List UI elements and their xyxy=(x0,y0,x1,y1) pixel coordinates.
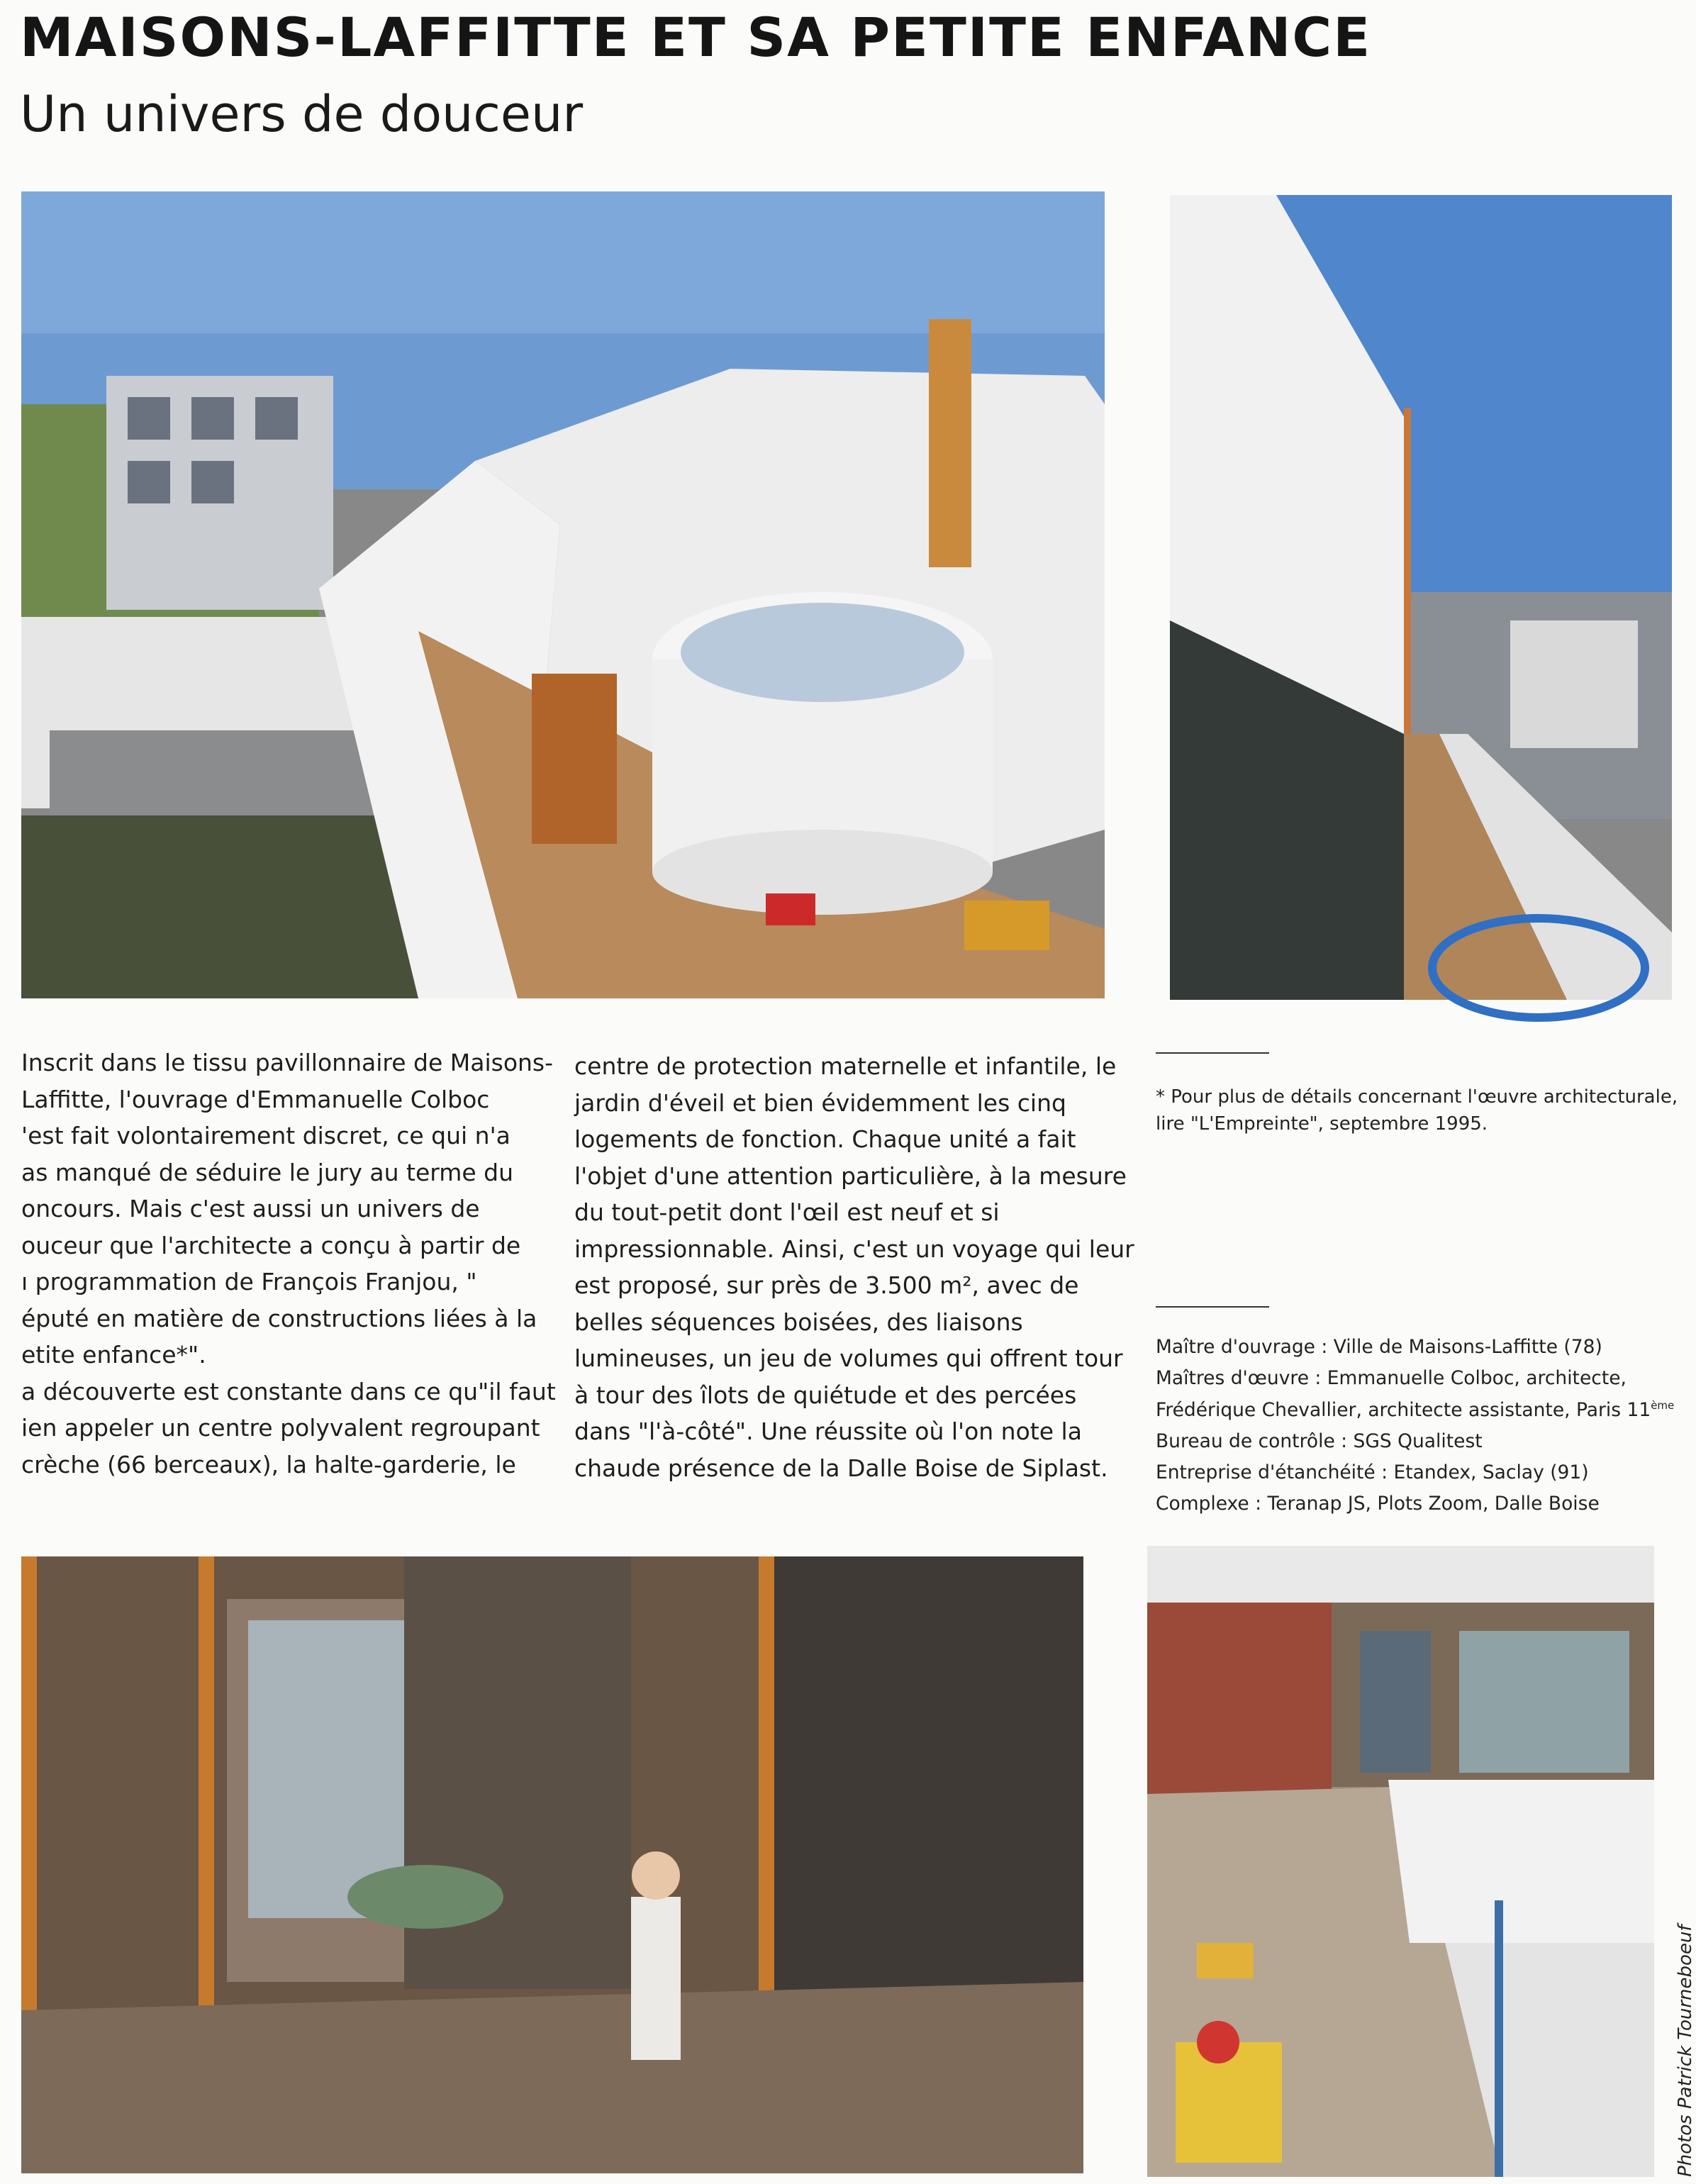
column2-line: logements de fonction. Chaque unité a fait xyxy=(574,1125,1076,1153)
photo-building-exterior xyxy=(21,191,1105,998)
project-credits xyxy=(1156,1332,1675,1520)
article-subtitle: Un univers de douceur xyxy=(20,85,584,143)
column2-line: impressionnable. Ainsi, c'est un voyage qui leur xyxy=(574,1235,1134,1263)
credits-line: Complexe : Teranap JS, Plots Zoom, Dalle Boise xyxy=(1156,1493,1600,1515)
credits-rule xyxy=(1156,1306,1269,1308)
credits-line: Entreprise d'étanchéité : Etandex, Saclay (91) xyxy=(1156,1461,1589,1484)
photo-interior-child xyxy=(21,1556,1083,2173)
photo-walkway xyxy=(1170,195,1672,1000)
column1-line: ı programmation de François Franjou, " xyxy=(21,1268,477,1296)
column1-line: ouceur que l'architecte a conçu à partir de xyxy=(21,1231,521,1259)
column2-line: du tout-petit dont l'œil est neuf et si xyxy=(574,1198,1000,1226)
footnote xyxy=(1156,1083,1678,1137)
column2-line: belles séquences boisées, des liaisons xyxy=(574,1308,1023,1336)
column1-line: 'est fait volontairement discret, ce qui n'a xyxy=(21,1122,511,1149)
credits-line: Maître d'ouvrage : Ville de Maisons-Laffitte (78) xyxy=(1156,1336,1602,1358)
photo-courtyard xyxy=(1147,1546,1654,2177)
column2-line: est proposé, sur près de 3.500 m², avec de xyxy=(574,1271,1079,1299)
column1-line: éputé en matière de constructions liées à la xyxy=(21,1304,537,1332)
footnote-line: * Pour plus de détails concernant l'œuvre architecturale, xyxy=(1156,1086,1678,1108)
credits-line: Bureau de contrôle : SGS Qualitest xyxy=(1156,1430,1483,1452)
column2-line: dans "l'à-côté". Une réussite où l'on note la xyxy=(574,1417,1082,1445)
article-column-1 xyxy=(21,1044,556,1484)
column2-line: à tour des îlots de quiétude et des percées xyxy=(574,1381,1077,1409)
column1-line: as manqué de séduire le jury au terme du xyxy=(21,1158,514,1186)
column2-line: lumineuses, un jeu de volumes qui offrent tour xyxy=(574,1344,1123,1372)
credits-line: Frédérique Chevallier, architecte assistante, Paris 11ème xyxy=(1156,1398,1675,1421)
photo-credit: Photos Patrick Tourneboeuf xyxy=(1675,1924,1696,2177)
column1-line: Inscrit dans le tissu pavillonnaire de Maisons- xyxy=(21,1049,554,1076)
column1-line: oncours. Mais c'est aussi un univers de xyxy=(21,1195,480,1222)
column2-line: jardin d'éveil et bien évidemment les cinq xyxy=(574,1088,1066,1117)
column2-line: chaude présence de la Dalle Boise de Siplast. xyxy=(574,1454,1108,1482)
footnote-rule xyxy=(1156,1052,1269,1054)
article-title: MAISONS-LAFFITTE ET SA PETITE ENFANCE xyxy=(20,6,1372,69)
credits-line: Maîtres d'œuvre : Emmanuelle Colboc, architecte, xyxy=(1156,1367,1627,1390)
column1-line: a découverte est constante dans ce qu"il faut xyxy=(21,1377,556,1405)
column2-line: l'objet d'une attention particulière, à la mesure xyxy=(574,1161,1127,1190)
column1-line: Laffitte, l'ouvrage d'Emmanuelle Colboc xyxy=(21,1085,490,1113)
article-column-2 xyxy=(574,1048,1134,1488)
column1-line: ien appeler un centre polyvalent regroupant xyxy=(21,1414,540,1442)
column1-line: etite enfance*". xyxy=(21,1341,206,1369)
footnote-line: lire "L'Empreinte", septembre 1995. xyxy=(1156,1113,1488,1135)
column1-line: crèche (66 berceaux), la halte-garderie, le xyxy=(21,1450,516,1478)
column2-line: centre de protection maternelle et infantile, le xyxy=(574,1052,1117,1080)
